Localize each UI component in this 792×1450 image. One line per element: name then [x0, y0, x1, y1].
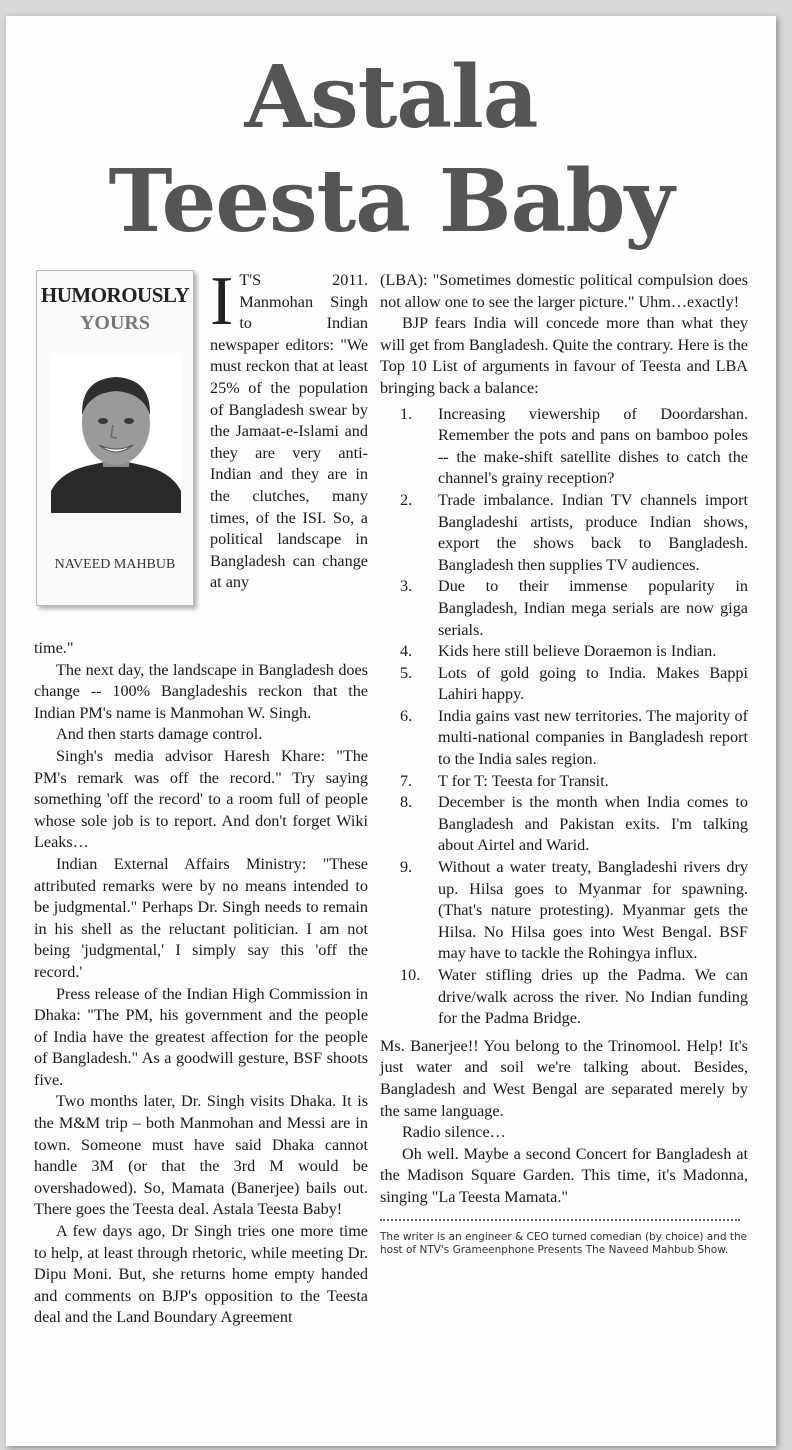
paragraph: (LBA): "Sometimes domestic political compulsion does not allow one to see the larger picture." Uhm…exactly!	[380, 271, 748, 311]
list-text: Water stifling dries up the Padma. We can drive/walk across the river. No Indian funding for the Padma Bridge.	[438, 966, 748, 1028]
dotted-divider	[380, 1219, 740, 1221]
paragraph: Indian External Affairs Ministry: "These attributed remarks were by no means intended to be judgmental." Perhaps Dr. Singh needs to remain in his shell as the reluctant politician. I am not being 'judgmental,' I simply say this 'off the record.'	[34, 854, 368, 981]
paragraph: Radio silence…	[402, 1123, 506, 1142]
list-item	[380, 771, 748, 793]
paragraph: Two months later, Dr. Singh visits Dhaka. It is the M&M trip – both Manmohan and Messi are in town. Someone must have said Dhaka cannot handle 3M (or that the 3rd M would be overshadowed). So, Mamata (Banerjee) bails out. There goes the Teesta deal. Astala Teesta Baby!	[34, 1092, 368, 1219]
column-label-bottom: YOURS	[79, 312, 150, 334]
paragraph: Press release of the Indian High Commission in Dhaka: "The PM, his government and the people of India have the greatest affection for the people of Bangladesh." As a goodwill gesture, BSF shoots five.	[34, 984, 368, 1089]
list-item	[380, 965, 748, 1030]
newspaper-page	[6, 16, 776, 1446]
headline	[6, 46, 776, 254]
list-item	[380, 641, 748, 663]
paragraph: Singh's media advisor Haresh Khare: "The PM's remark was off the record." Try saying something 'off the record' to a room full of people whose sole job is to report. And don't forget Wiki Leaks…	[34, 746, 368, 852]
paragraph: And then starts damage control.	[56, 725, 263, 744]
paragraph: BJP fears India will concede more than what they will get from Bangladesh. Quite the contrary. Here is the Top 10 List of arguments in favour of Teesta and LBA bringing back a balance:	[380, 314, 748, 397]
list-number: 5.	[400, 663, 413, 682]
list-item	[380, 663, 748, 706]
paragraph: A few days ago, Dr Singh tries one more time to help, at least through rhetoric, while meeting Dr. Dipu Moni. But, she returns home empty handed and comments on BJP's opposition to the Teesta deal and the Land Boundary Agreement	[34, 1222, 368, 1327]
list-text: Trade imbalance. Indian TV channels import Bangladeshi artists, produce Indian shows, export the shows back to Bangladesh. Bangladesh then supplies TV audiences.	[438, 490, 748, 574]
left-column	[34, 638, 368, 1329]
list-item	[380, 404, 748, 490]
author-name: NAVEED MAHBUB	[54, 557, 176, 572]
paragraph: The next day, the landscape in Bangladesh does change -- 100% Bangladeshis reckon that the Indian PM's name is Manmohan W. Singh.	[34, 660, 368, 722]
list-text: T for T: Teesta for Transit.	[438, 771, 609, 790]
headline-line-1: Astala	[244, 47, 538, 148]
intro-column	[210, 263, 368, 594]
intro-end: time."	[34, 639, 74, 657]
list-number: 3.	[400, 577, 413, 596]
column-byline-box	[36, 270, 194, 606]
list-text: India gains vast new territories. The majority of multi-national companies in Bangladesh report to the India sales region.	[438, 706, 748, 769]
author-photo	[51, 353, 181, 513]
list-item	[380, 576, 748, 641]
list-text: December is the month when India comes to Bangladesh and Pakistan exits. I'm talking about Airtel and Warid.	[438, 793, 748, 855]
list-number: 2.	[400, 490, 413, 509]
list-item	[380, 706, 748, 771]
list-text: Due to their immense popularity in Bangladesh, Indian mega serials are now giga serials.	[438, 577, 748, 639]
drop-cap: I	[210, 263, 234, 340]
list-text: Without a water treaty, Bangladeshi rivers dry up. Hilsa goes to Myanmar for spawning. (That's nature protesting). Myanmar gets the Hilsa. No Hilsa goes into West Bengal. BSF may have to tackle the Rohingya influx.	[438, 858, 748, 963]
list-item	[380, 792, 748, 857]
list-number: 7.	[400, 771, 413, 790]
paragraph: Oh well. Maybe a second Concert for Bangladesh at the Madison Square Garden. This time, it's Madonna, singing "La Teesta Mamata."	[380, 1144, 748, 1206]
right-column	[380, 270, 748, 1257]
list-number: 4.	[400, 642, 413, 661]
list-number: 9.	[400, 858, 413, 877]
top-ten-list	[380, 404, 748, 1030]
list-item	[380, 490, 748, 576]
list-text: Lots of gold going to India. Makes Bappi Lahiri happy.	[438, 663, 748, 704]
author-portrait-icon	[51, 353, 181, 513]
list-number: 10.	[400, 966, 421, 984]
author-footnote: The writer is an engineer & CEO turned comedian (by choice) and the host of NTV's Grameenphone Presents The Naveed Mahbub Show.	[380, 1230, 748, 1256]
list-text: Increasing viewership of Doordarshan. Remember the pots and pans on bamboo poles -- the make-shift satellite dishes to catch the channel's grainy reception?	[438, 404, 748, 488]
column-label-top: HUMOROUSLY	[40, 283, 190, 307]
list-text: Kids here still believe Doraemon is Indian.	[438, 642, 717, 661]
paragraph: Ms. Banerjee!! You belong to the Trinomool. Help! It's just water and soil we're talking about. Besides, Bangladesh and West Bengal are separated merely by the same language.	[380, 1036, 748, 1120]
list-number: 8.	[400, 793, 413, 812]
list-number: 6.	[400, 706, 413, 725]
list-item	[380, 857, 748, 965]
list-number: 1.	[400, 404, 413, 423]
intro-paragraph: T'S 2011. Manmohan Singh to Indian newspaper editors: "We must reckon that at least 25% of the population of Bangladesh swear by the Jamaat-e-Islami and they are very anti-Indian and they are in the clutches, many times, of the ISI. So, a political landscape in Bangladesh can change at any	[210, 271, 368, 592]
headline-line-2: Teesta Baby	[108, 151, 674, 252]
